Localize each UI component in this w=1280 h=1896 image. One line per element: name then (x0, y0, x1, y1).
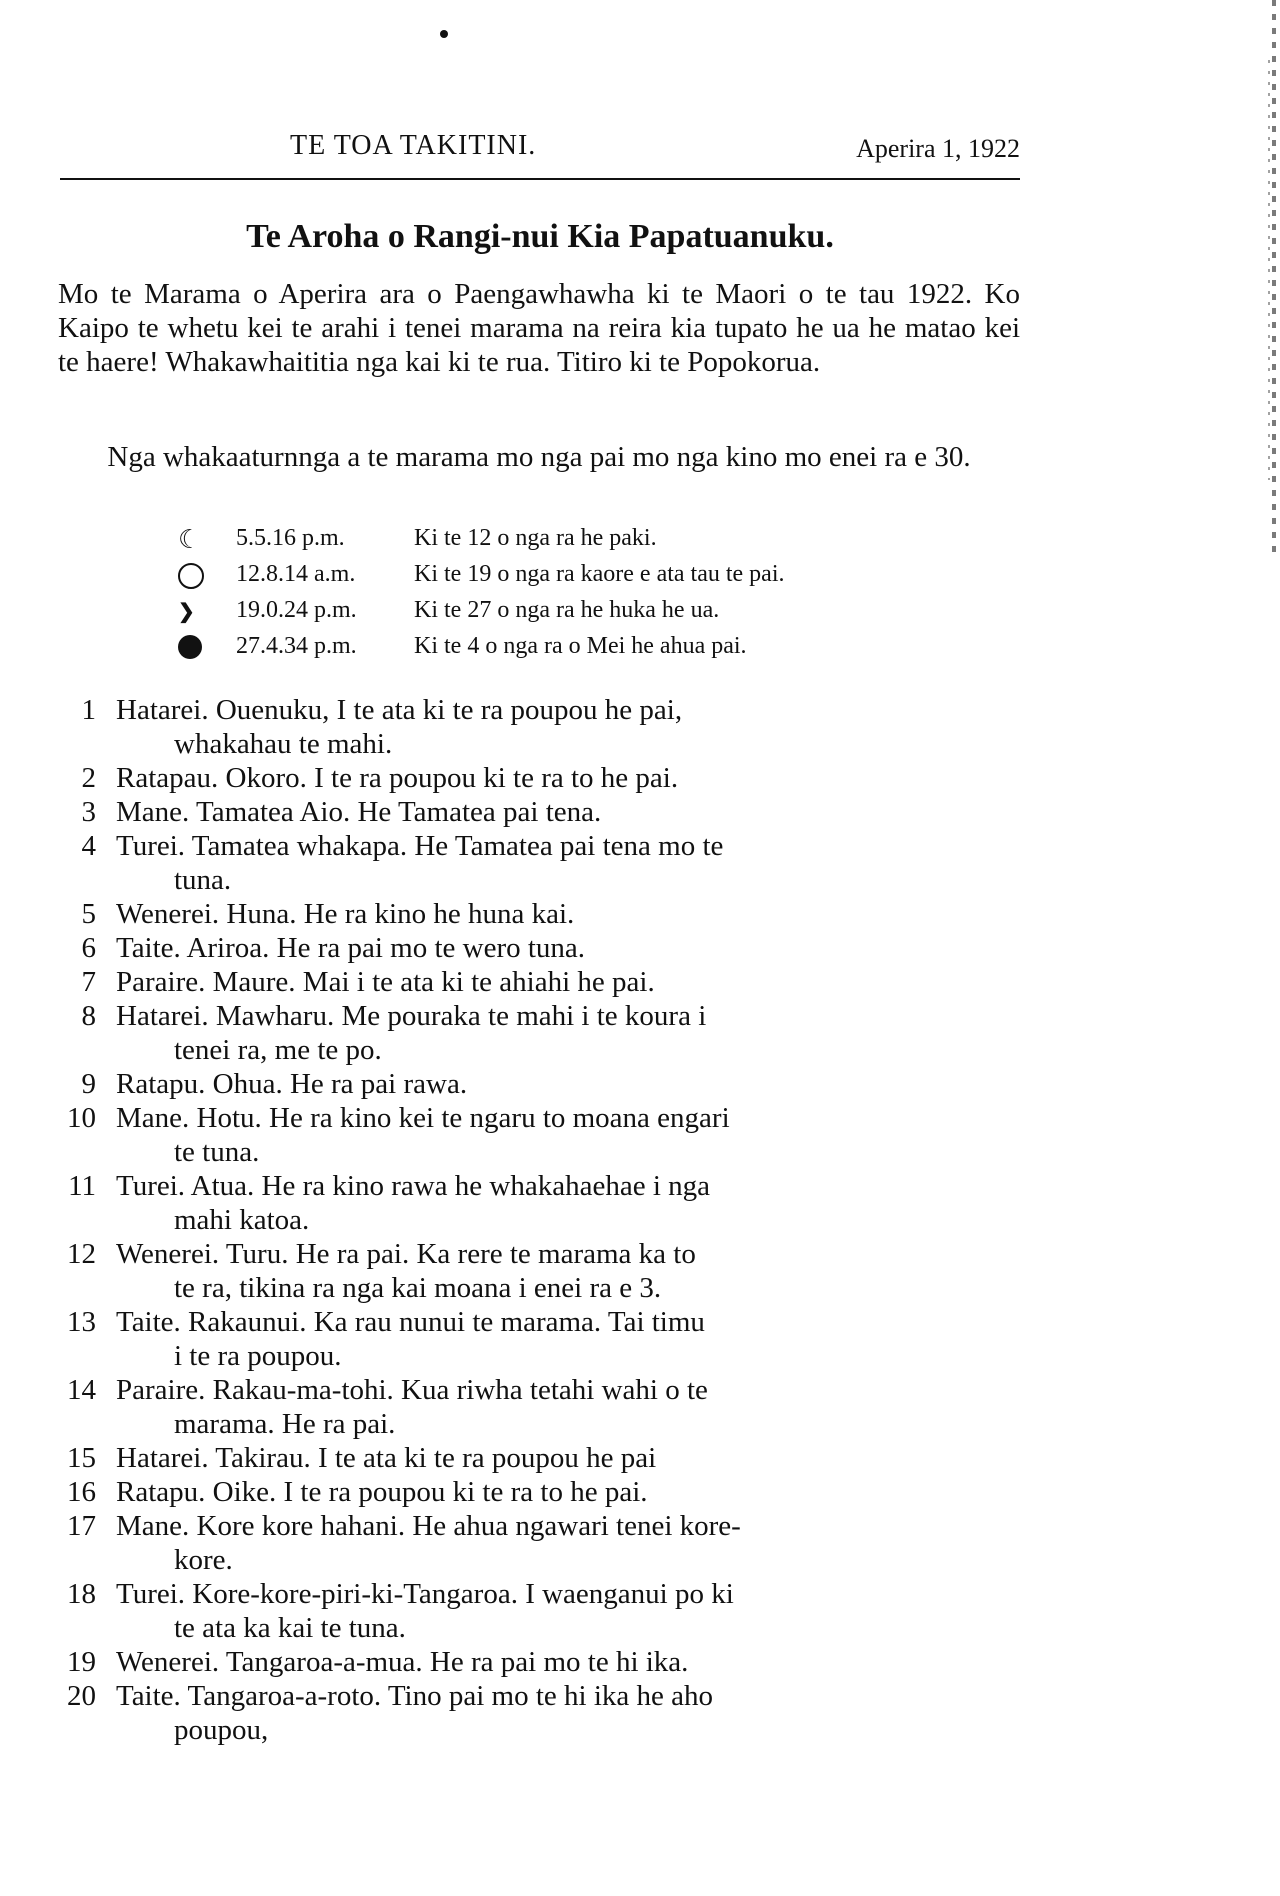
day-text-first-line: Ratapau. Okoro. I te ra poupou ki te ra to he pai. (116, 762, 679, 794)
day-number: 14 (67, 1374, 96, 1406)
day-number: 6 (81, 932, 96, 964)
moon-phase-row (178, 597, 998, 633)
day-entry (60, 999, 1020, 1067)
day-number: 10 (67, 1102, 96, 1134)
day-entry (60, 761, 1020, 795)
day-text-continuation: whakahau te mahi. (174, 728, 393, 760)
moon-phase-row (178, 525, 998, 561)
day-entry (60, 829, 1020, 897)
day-entry (60, 1169, 1020, 1237)
day-number: 8 (81, 1000, 96, 1032)
ink-dot (440, 30, 448, 38)
day-number: 19 (67, 1646, 96, 1678)
publication-title: TE TOA TAKITINI. (290, 130, 537, 161)
day-text-continuation: tenei ra, me te po. (174, 1034, 382, 1066)
day-text-first-line: Turei. Tamatea whakapa. He Tamatea pai tena mo te (116, 830, 724, 862)
day-entry (60, 1237, 1020, 1305)
day-entry (60, 693, 1020, 761)
day-text (116, 1509, 1020, 1577)
day-text (116, 897, 1020, 931)
moon-phase-row (178, 633, 998, 669)
phases-subheading: Nga whakaaturnnga a te marama mo nga pai mo nga kino mo enei ra e 30. (107, 441, 971, 473)
phase-note: Ki te 12 o nga ra he paki. (414, 525, 657, 551)
day-text (116, 1101, 1020, 1169)
day-entry (60, 931, 1020, 965)
day-entry (60, 1509, 1020, 1577)
daily-forecast-list (60, 693, 1020, 1747)
crescent-moon-icon: ☾ (178, 525, 202, 554)
running-header (290, 130, 1020, 170)
day-text-continuation: te tuna. (174, 1136, 260, 1168)
day-text (116, 829, 1020, 897)
day-number: 16 (67, 1476, 96, 1508)
phase-time: 27.4.34 p.m. (236, 633, 357, 659)
day-number: 7 (81, 966, 96, 998)
day-text (116, 1067, 1020, 1101)
day-text-continuation: marama. He ra pai. (174, 1408, 396, 1440)
day-number: 17 (67, 1510, 96, 1542)
day-entry (60, 795, 1020, 829)
day-text-first-line: Wenerei. Huna. He ra kino he huna kai. (116, 898, 575, 930)
day-text-first-line: Mane. Hotu. He ra kino kei te ngaru to moana engari (116, 1102, 730, 1134)
day-text (116, 1441, 1020, 1475)
day-entry (60, 1101, 1020, 1169)
day-entry (60, 965, 1020, 999)
day-number: 9 (81, 1068, 96, 1100)
day-text-continuation: kore. (174, 1544, 233, 1576)
article-heading: Te Aroha o Rangi-nui Kia Papatuanuku. (246, 218, 834, 255)
day-text-continuation: poupou, (174, 1714, 269, 1746)
day-entry (60, 897, 1020, 931)
phase-time: 5.5.16 p.m. (236, 525, 345, 551)
full-moon-icon (178, 563, 204, 589)
day-number: 12 (67, 1238, 96, 1270)
day-text (116, 795, 1020, 829)
last-quarter-icon: ❯ (178, 601, 195, 623)
day-entry (60, 1067, 1020, 1101)
day-number: 2 (81, 762, 96, 794)
day-text (116, 1679, 1020, 1747)
day-text (116, 1373, 1020, 1441)
phase-note: Ki te 27 o nga ra he huka he ua. (414, 597, 720, 623)
day-text-continuation: tuna. (174, 864, 232, 896)
phase-note: Ki te 19 o nga ra kaore e ata tau te pai. (414, 561, 785, 587)
day-text-first-line: Taite. Tangaroa-a-roto. Tino pai mo te hi ika he aho (116, 1680, 714, 1712)
moon-phases-list (178, 525, 998, 669)
day-text-first-line: Hatarei. Ouenuku, I te ata ki te ra poupou he pai, (116, 694, 683, 726)
day-text-first-line: Turei. Atua. He ra kino rawa he whakahaehae i nga (116, 1170, 711, 1202)
day-text (116, 1475, 1020, 1509)
intro-text: Mo te Marama o Aperira ara o Paengawhawha ki te Maori o te tau 1922. Ko Kaipo te whetu kei te arahi i tenei marama na reira kia tupato he ua he matao kei te haere! Whakawhaititia nga kai ki te rua. Titiro ki te Popokorua. (58, 278, 1020, 378)
day-entry (60, 1645, 1020, 1679)
day-text-first-line: Ratapu. Ohua. He ra pai rawa. (116, 1068, 468, 1100)
day-text-first-line: Mane. Tamatea Aio. He Tamatea pai tena. (116, 796, 602, 828)
day-entry (60, 1577, 1020, 1645)
day-number: 20 (67, 1680, 96, 1712)
day-text-continuation: i te ra poupou. (174, 1340, 342, 1372)
day-text-continuation: te ata ka kai te tuna. (174, 1612, 406, 1644)
day-text-first-line: Taite. Ariroa. He ra pai mo te wero tuna. (116, 932, 586, 964)
phase-time: 19.0.24 p.m. (236, 597, 357, 623)
day-text (116, 1237, 1020, 1305)
phase-time: 12.8.14 a.m. (236, 561, 356, 587)
intro-paragraph (58, 277, 1020, 379)
day-text-first-line: Turei. Kore-kore-piri-ki-Tangaroa. I waenganui po ki (116, 1578, 734, 1610)
phase-note: Ki te 4 o nga ra o Mei he ahua pai. (414, 633, 747, 659)
day-entry (60, 1373, 1020, 1441)
day-text-first-line: Wenerei. Turu. He ra pai. Ka rere te marama ka to (116, 1238, 696, 1270)
day-text-first-line: Paraire. Maure. Mai i te ata ki te ahiahi he pai. (116, 966, 655, 998)
day-entry (60, 1679, 1020, 1747)
day-text-first-line: Hatarei. Takirau. I te ata ki te ra poupou he pai (116, 1442, 657, 1474)
day-text-continuation: te ra, tikina ra nga kai moana i enei ra e 3. (174, 1272, 662, 1304)
day-text (116, 931, 1020, 965)
day-entry (60, 1441, 1020, 1475)
new-moon-icon (178, 635, 202, 659)
page-edge-shadow (1268, 60, 1270, 480)
day-text (116, 1169, 1020, 1237)
moon-phase-row (178, 561, 998, 597)
day-text (116, 1645, 1020, 1679)
day-text (116, 761, 1020, 795)
day-text (116, 1305, 1020, 1373)
day-text (116, 1577, 1020, 1645)
day-number: 1 (81, 694, 96, 726)
day-text-first-line: Ratapu. Oike. I te ra poupou ki te ra to he pai. (116, 1476, 648, 1508)
page-edge (1272, 0, 1276, 560)
day-entry (60, 1305, 1020, 1373)
day-number: 3 (81, 796, 96, 828)
day-number: 4 (81, 830, 96, 862)
header-rule (60, 178, 1020, 180)
day-number: 13 (67, 1306, 96, 1338)
day-text-first-line: Hatarei. Mawharu. Me pouraka te mahi i te koura i (116, 1000, 707, 1032)
day-text-first-line: Taite. Rakaunui. Ka rau nunui te marama. Tai timu (116, 1306, 705, 1338)
day-text-first-line: Mane. Kore kore hahani. He ahua ngawari tenei kore- (116, 1510, 741, 1542)
day-number: 5 (81, 898, 96, 930)
issue-date: Aperira 1, 1922 (856, 134, 1020, 163)
day-text-continuation: mahi katoa. (174, 1204, 310, 1236)
day-number: 18 (67, 1578, 96, 1610)
day-text-first-line: Wenerei. Tangaroa-a-mua. He ra pai mo te hi ika. (116, 1646, 689, 1678)
day-text-first-line: Paraire. Rakau-ma-tohi. Kua riwha tetahi wahi o te (116, 1374, 708, 1406)
day-entry (60, 1475, 1020, 1509)
day-text (116, 965, 1020, 999)
day-number: 15 (67, 1442, 96, 1474)
day-number: 11 (68, 1170, 96, 1202)
day-text (116, 999, 1020, 1067)
day-text (116, 693, 1020, 761)
